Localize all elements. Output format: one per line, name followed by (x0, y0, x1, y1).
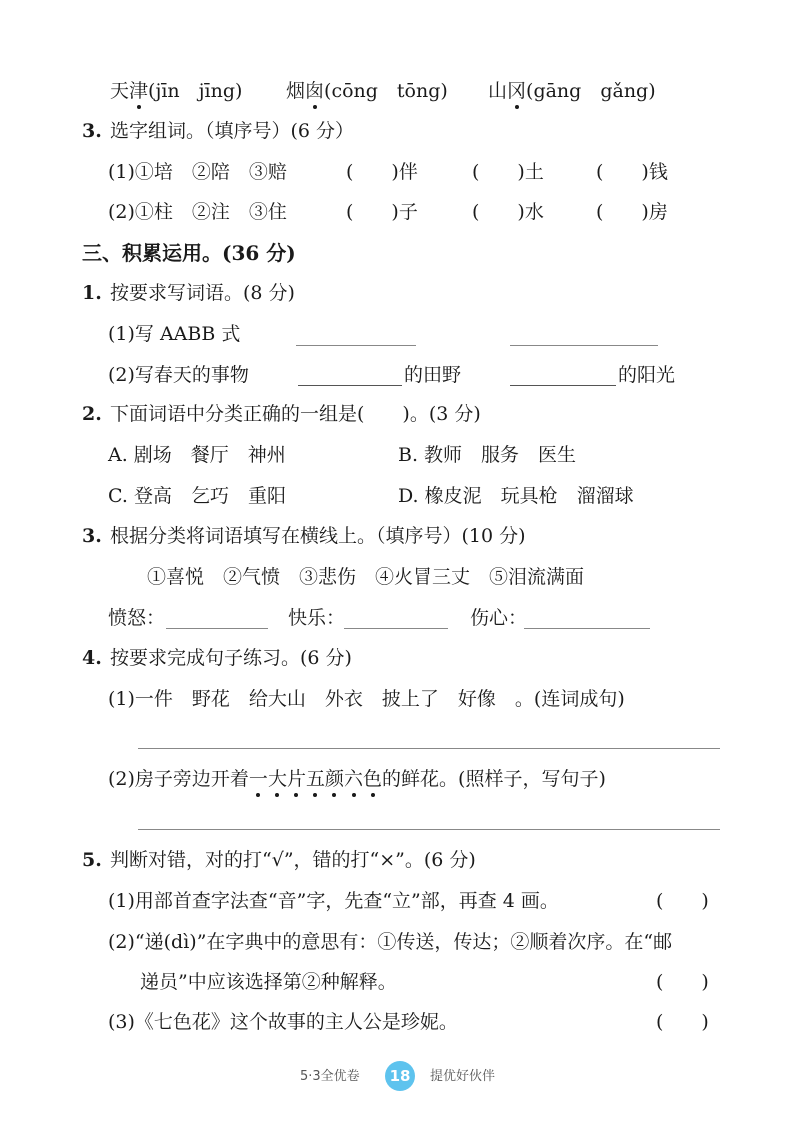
question-number: 2. (82, 403, 102, 425)
footer-brand: 5·3全优卷 (300, 1069, 360, 1084)
q1-item-2: (2)写春天的事物 (108, 364, 249, 386)
category-joy-label: 快乐： (288, 607, 346, 629)
question-title: 按要求完成句子练习。(6 分) (110, 647, 352, 669)
section-heading: 三、积累运用。(36 分) (82, 241, 296, 265)
answer-line[interactable] (166, 628, 268, 629)
category-anger-label: 愤怒： (108, 607, 166, 629)
judge-paren[interactable]: ( ) (656, 1011, 709, 1033)
page-number-badge: 18 (385, 1061, 415, 1091)
option-b[interactable]: B. 教师 服务 医生 (398, 444, 577, 466)
dotted-char: 五 (305, 768, 325, 790)
dotted-char: 六 (344, 768, 364, 790)
select-options-row-2: (2)①柱 ②注 ③住 (108, 201, 287, 223)
q1-item-1: (1)写 AABB 式 (108, 323, 241, 345)
q1-suffix-2: 的阳光 (618, 364, 676, 386)
q4-item-2: (2)房子旁边开着一大片五颜六色的鲜花。(照样子，写句子) (108, 768, 606, 790)
dotted-emphasis (249, 768, 382, 790)
pinyin-word-3: 山冈(gāng gǎng) (488, 80, 656, 102)
select-options-row-1: (1)①培 ②陪 ③赔 (108, 161, 287, 183)
answer-line[interactable] (138, 829, 720, 830)
category-sad-label: 伤心： (470, 607, 528, 629)
judge-item-1: (1)用部首查字法查“音”字，先查“立”部，再查 4 画。 (108, 890, 559, 912)
answer-line[interactable] (298, 385, 402, 386)
pinyin-word-2: 烟囱(cōng tōng) (286, 80, 448, 102)
question-title: 判断对错，对的打“√”，错的打“×”。(6 分) (110, 849, 476, 871)
answer-line[interactable] (138, 748, 720, 749)
option-c[interactable]: C. 登高 乞巧 重阳 (108, 485, 286, 507)
question-number: 3. (82, 120, 102, 142)
q4-item-1: (1)一件 野花 给大山 外衣 披上了 好像 。(连词成句) (108, 688, 625, 710)
judge-paren[interactable]: ( ) (656, 890, 709, 912)
question-number: 5. (82, 849, 102, 871)
judge-item-2-line-2: 递员”中应该选择第②种解释。 (140, 971, 397, 993)
dotted-char: 一 (248, 768, 268, 790)
q1-suffix-1: 的田野 (404, 364, 462, 386)
answer-line[interactable] (510, 385, 616, 386)
dotted-char: 色 (363, 768, 383, 790)
answer-line[interactable] (344, 628, 448, 629)
dotted-char: 片 (286, 768, 306, 790)
question-number: 1. (82, 282, 102, 304)
word-bank: ①喜悦 ②气愤 ③悲伤 ④火冒三丈 ⑤泪流满面 (147, 566, 585, 588)
option-d[interactable]: D. 橡皮泥 玩具枪 溜溜球 (398, 485, 634, 507)
fill-blank[interactable]: ( )房 (596, 201, 668, 223)
question-title: 选字组词。（填序号）(6 分） (110, 120, 355, 142)
footer-slogan: 提优好伙伴 (430, 1069, 496, 1084)
answer-line[interactable] (510, 345, 658, 346)
question-number: 3. (82, 525, 102, 547)
answer-line[interactable] (296, 345, 416, 346)
question-number: 4. (82, 647, 102, 669)
judge-item-3: (3)《七色花》这个故事的主人公是珍妮。 (108, 1011, 458, 1033)
pinyin-word-1: 天津(jīn jīng) (110, 80, 243, 102)
fill-blank[interactable]: ( )土 (472, 161, 544, 183)
fill-blank[interactable]: ( )伴 (346, 161, 418, 183)
question-title: 根据分类将词语填写在横线上。（填序号）(10 分) (110, 525, 526, 547)
judge-paren[interactable]: ( ) (656, 971, 709, 993)
judge-item-2-line-1: (2)“递(dì)”在字典中的意思有：①传送，传达；②顺着次序。在“邮 (108, 931, 673, 953)
option-a[interactable]: A. 剧场 餐厅 神州 (108, 444, 286, 466)
dotted-char: 颜 (324, 768, 344, 790)
fill-blank[interactable]: ( )钱 (596, 161, 668, 183)
fill-blank[interactable]: ( )水 (472, 201, 544, 223)
question-title: 下面词语中分类正确的一组是( )。(3 分) (110, 403, 481, 425)
question-title: 按要求写词语。(8 分) (110, 282, 295, 304)
fill-blank[interactable]: ( )子 (346, 201, 418, 223)
dotted-char: 大 (267, 768, 287, 790)
answer-line[interactable] (524, 628, 650, 629)
